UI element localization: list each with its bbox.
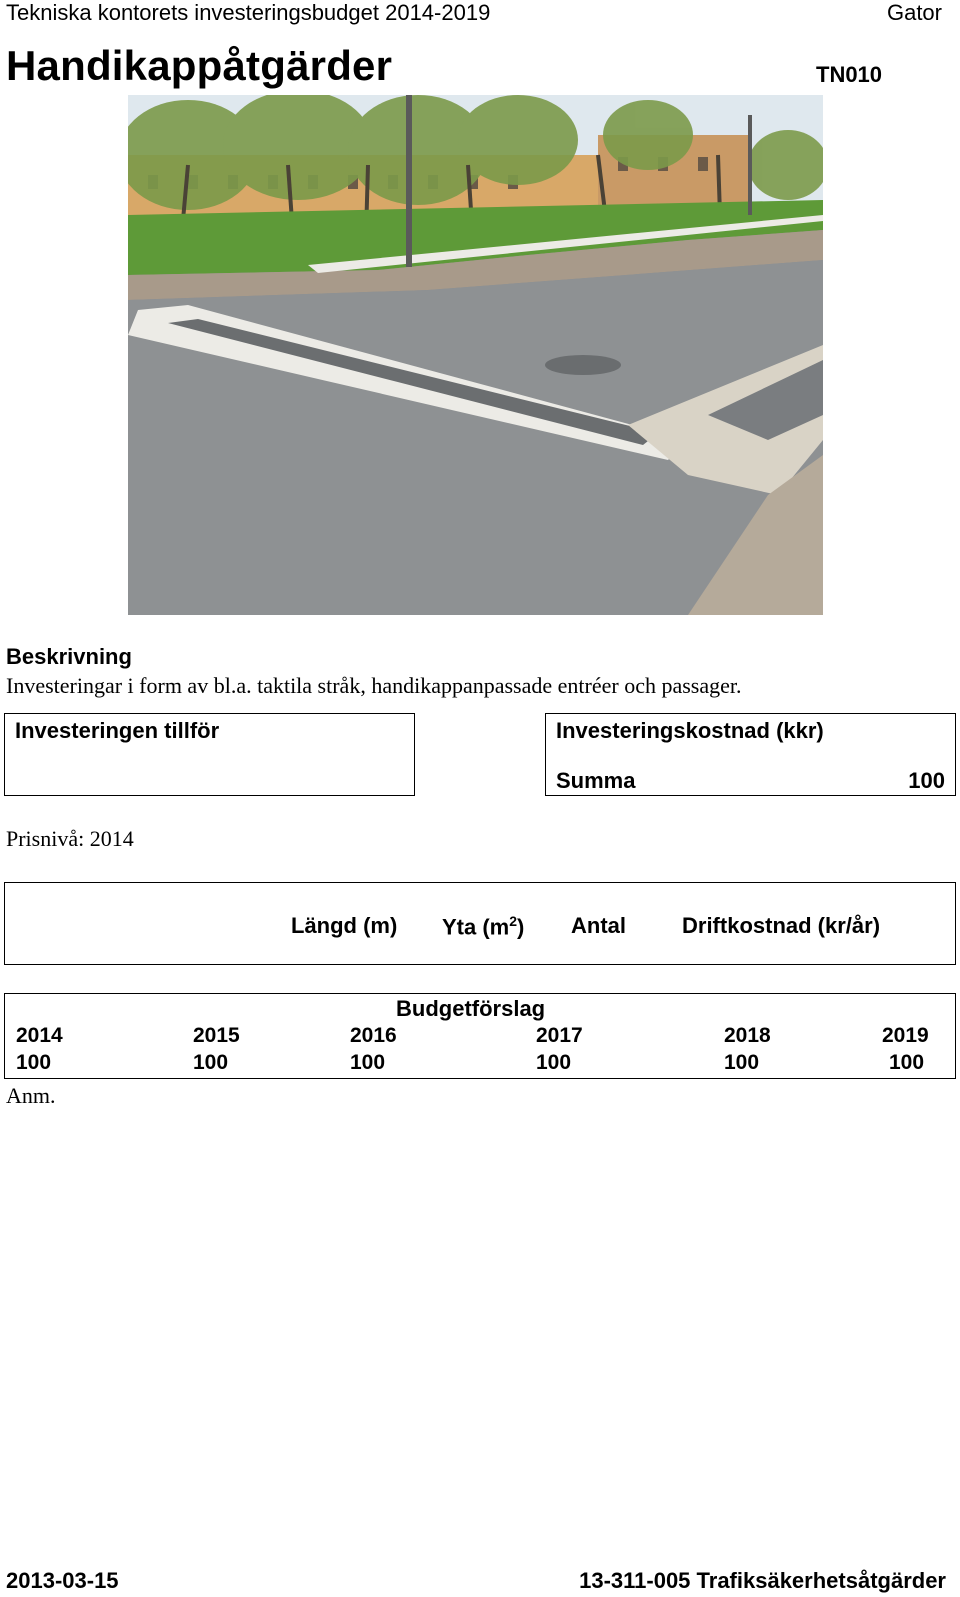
count-header: Antal [571, 913, 626, 938]
remark-label: Anm. [6, 1083, 56, 1108]
length-header: Längd (m) [291, 913, 398, 938]
budget-title: Budgetförslag [396, 996, 546, 1021]
budget-year: 2018 [724, 1024, 771, 1047]
budget-year: 2016 [350, 1024, 397, 1047]
budget-year: 2014 [16, 1024, 63, 1047]
project-code: TN010 [816, 62, 883, 87]
area-header: Yta $(m^2)$ [442, 913, 525, 940]
operating-cost-header: Driftkostnad (kr/år) [682, 913, 881, 938]
category-label: Gator [886, 0, 942, 25]
budget-value: 100 [536, 1051, 572, 1074]
budget-value: 100 [724, 1051, 760, 1074]
footer-reference: 13-311-005 Trafiksäkerhetsåtgärder [579, 1568, 946, 1593]
price-level: Prisnivå: 2014 [6, 826, 134, 851]
page-title: Handikappåtgärder [6, 42, 393, 89]
investment-cost-box [545, 713, 956, 796]
investment-provides-label: Investeringen tillför [15, 718, 220, 743]
street-crossing-photo [128, 95, 823, 615]
budget-value: 100 [16, 1051, 52, 1074]
document-header-title: Tekniska kontorets investeringsbudget 2014-2019 [6, 0, 491, 25]
budget-year: 2015 [193, 1024, 240, 1047]
description-heading: Beskrivning [6, 644, 132, 669]
description-text: Investeringar i form av bl.a. taktila stråk, handikappanpassade entréer och passager. [6, 673, 742, 698]
budget-year: 2019 [882, 1024, 929, 1047]
budget-value: 100 [889, 1051, 925, 1074]
sum-value: 100 [908, 768, 945, 793]
investment-cost-label: Investeringskostnad (kkr) [556, 718, 824, 743]
footer-date: 2013-03-15 [6, 1568, 119, 1593]
investment-provides-box [4, 713, 415, 796]
sum-label: Summa [556, 768, 636, 793]
budget-value: 100 [193, 1051, 229, 1074]
budget-table [4, 993, 956, 1079]
budget-year: 2017 [536, 1024, 583, 1047]
units-table [4, 882, 956, 965]
budget-value: 100 [350, 1051, 386, 1074]
